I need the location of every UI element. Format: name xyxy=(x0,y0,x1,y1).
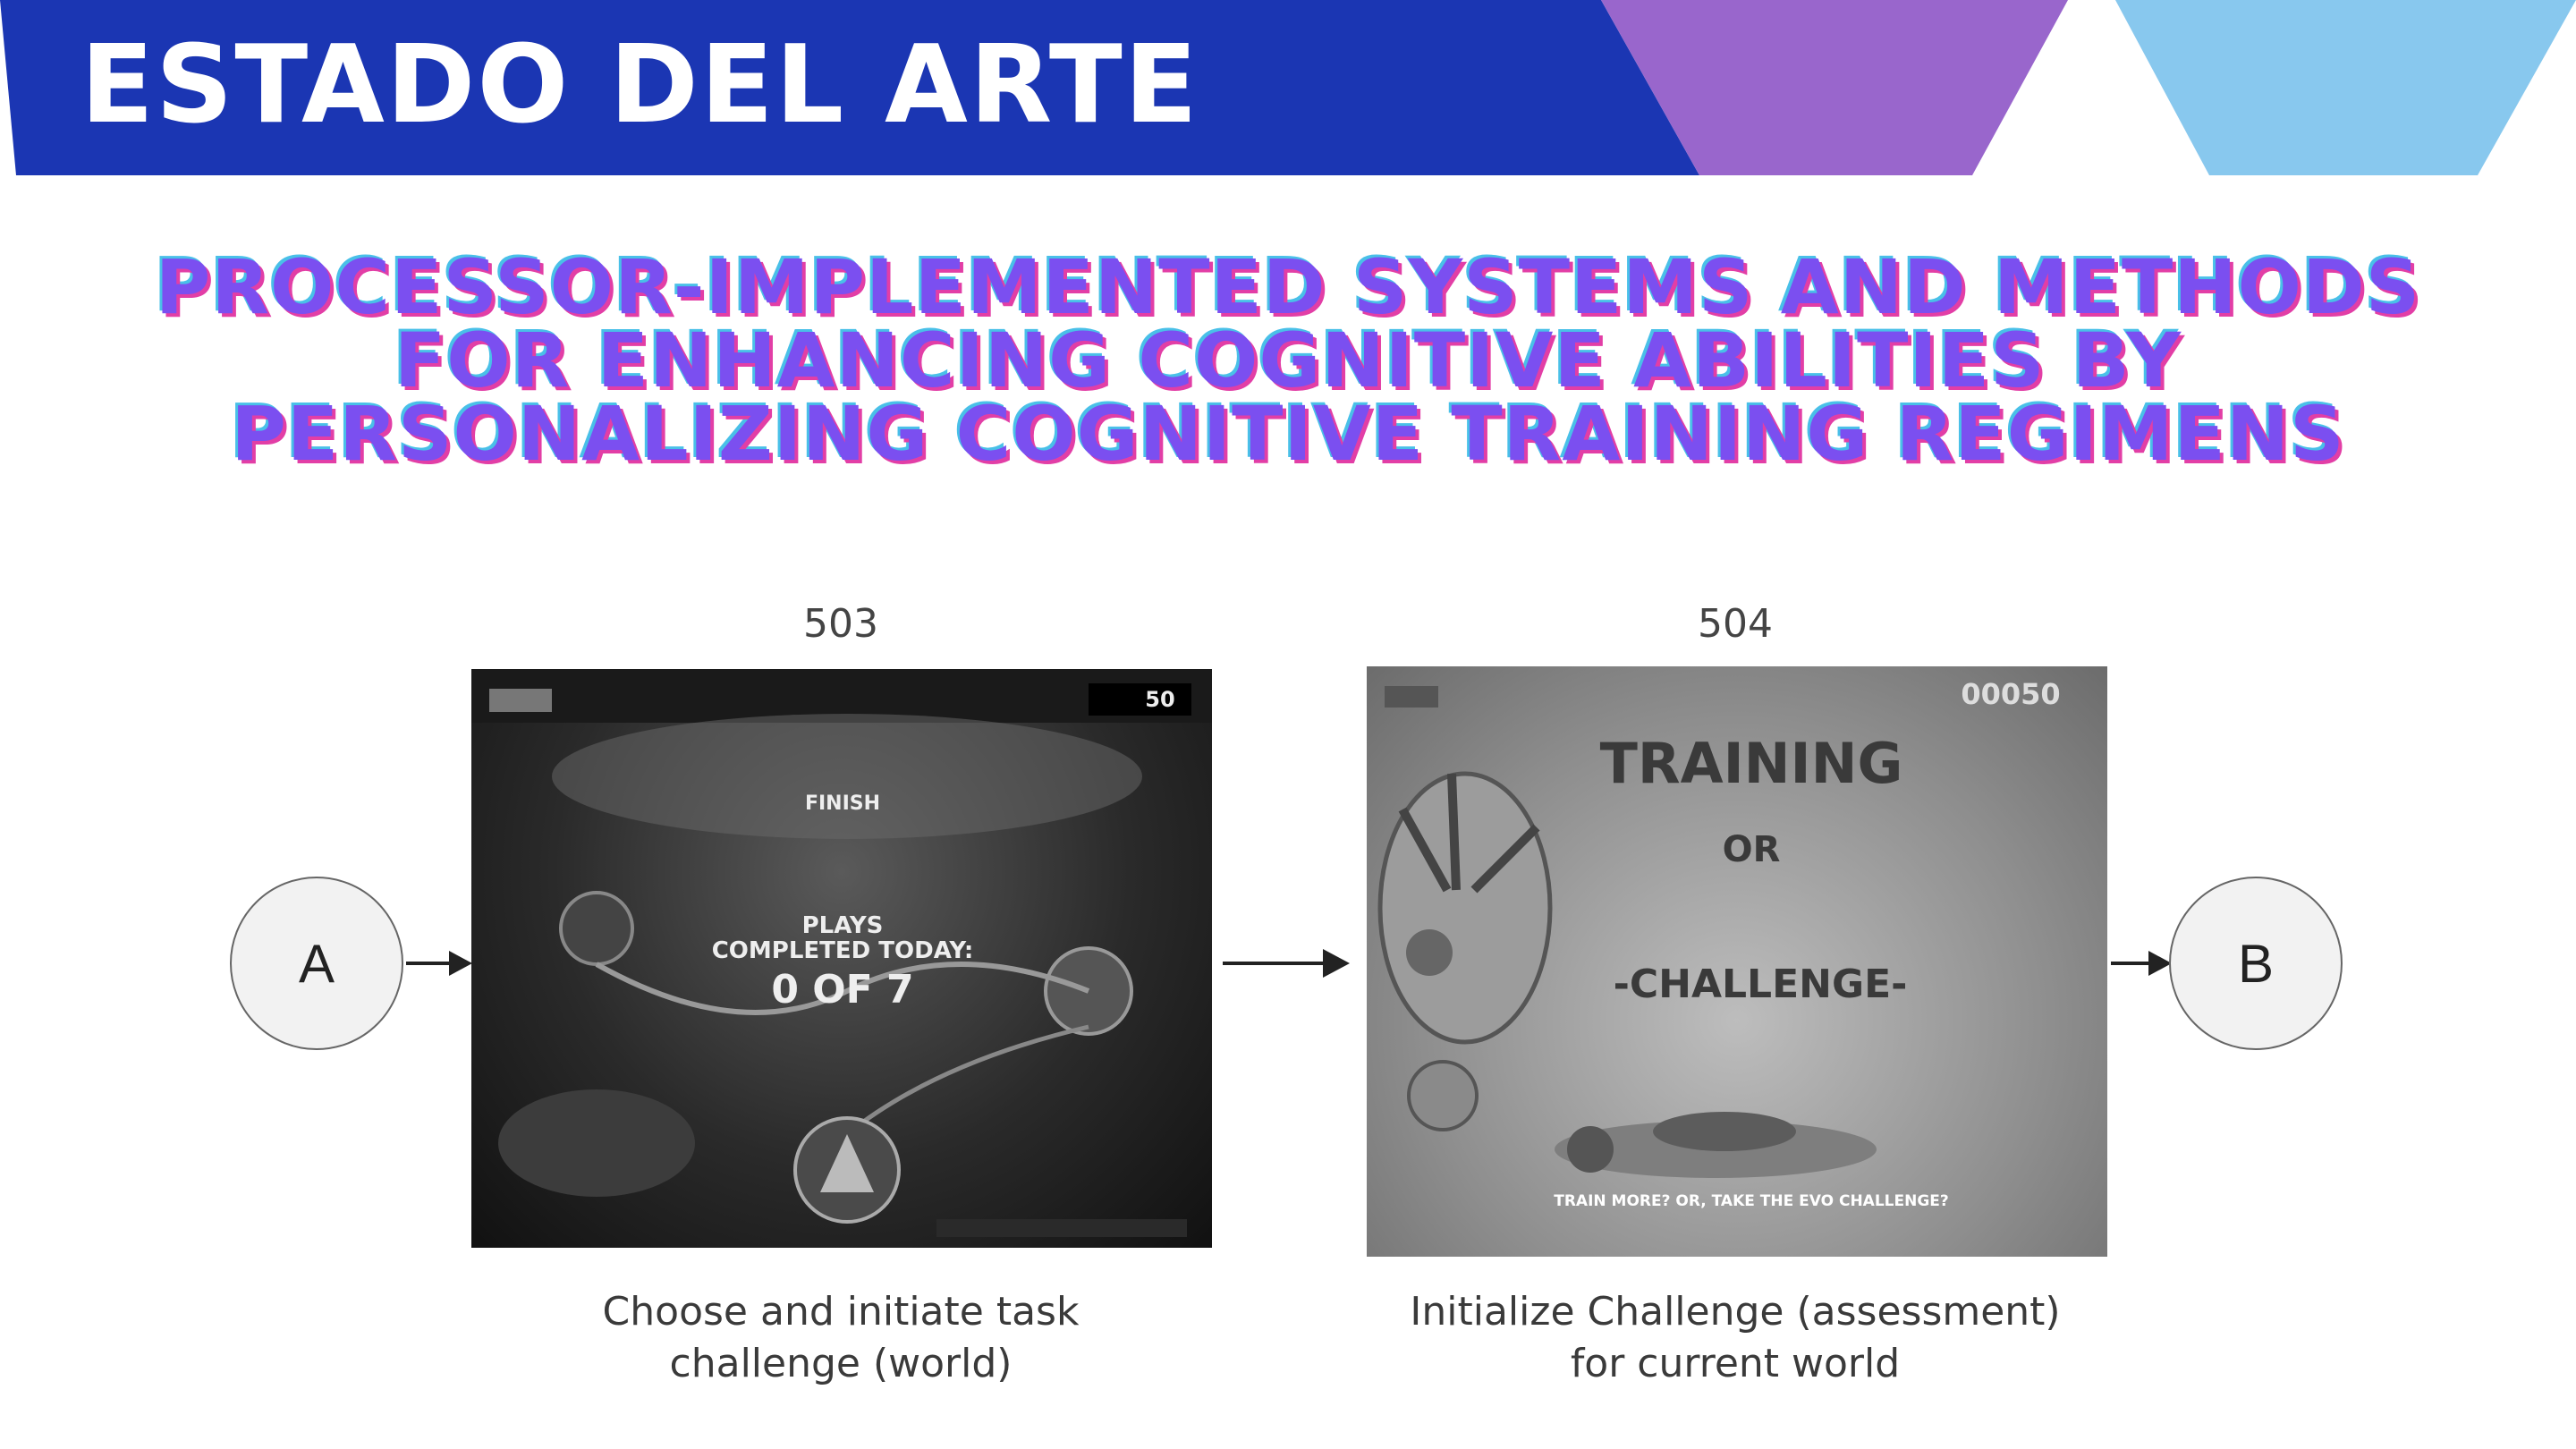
screen-progress-value: 0 OF 7 xyxy=(771,967,914,1013)
screenshot-training-or-challenge xyxy=(1367,666,2107,1257)
screen-plays-label: PLAYS xyxy=(801,912,884,939)
screen-prompt: TRAIN MORE? OR, TAKE THE EVO CHALLENGE? xyxy=(1554,1192,1949,1210)
screenshot-task-selection xyxy=(471,669,1212,1248)
screen-completed-label: COMPLETED TODAY: xyxy=(711,937,974,964)
flow-node-b-label: B xyxy=(2237,933,2275,994)
flow-node-a-label: A xyxy=(298,933,335,994)
caption-step-504 xyxy=(1333,1286,2138,1401)
screen-score-503: 50 xyxy=(1145,687,1175,712)
flow-node-b xyxy=(2169,877,2343,1050)
caption-503-line2: challenge (world) xyxy=(669,1341,1013,1386)
caption-503-line1: Choose and initiate task xyxy=(602,1289,1080,1335)
screen-title-challenge: -CHALLENGE- xyxy=(1613,962,1908,1007)
arrow-icon xyxy=(404,944,474,983)
caption-504-line1: Initialize Challenge (assessment) xyxy=(1410,1289,2061,1335)
caption-504-line2: for current world xyxy=(1570,1341,1901,1386)
header-title: ESTADO DEL ARTE xyxy=(80,23,1199,148)
screen-finish-label: FINISH xyxy=(804,792,881,815)
header-banner xyxy=(0,0,2576,175)
flow-node-a xyxy=(230,877,403,1050)
arrow-icon xyxy=(1221,944,1352,983)
screen-title-training: TRAINING xyxy=(1599,731,1903,796)
screen-score-504: 00050 xyxy=(1961,677,2061,711)
patent-title: PROCESSOR-IMPLEMENTED SYSTEMS AND METHODS FOR ENHANCING COGNITIVE ABILITIES BY PERSONALIZING COGNITIVE TRAINING REGIMENS xyxy=(155,243,2421,478)
step-number-504: 504 xyxy=(1698,601,1773,647)
step-number-503: 503 xyxy=(803,601,878,647)
banner-lightblue-shape xyxy=(2115,0,2576,175)
arrow-icon xyxy=(2109,944,2174,983)
caption-step-503 xyxy=(483,1286,1199,1401)
screen-title-or: OR xyxy=(1722,829,1781,870)
